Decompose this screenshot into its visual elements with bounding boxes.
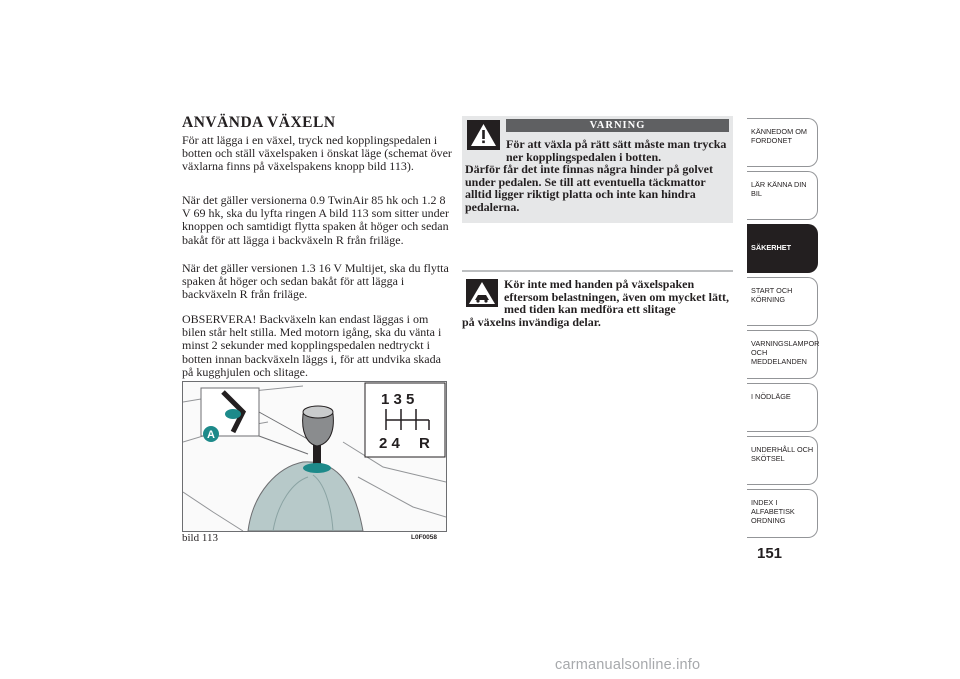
paragraph-2: När det gäller versionerna 0.9 TwinAir 85 hk och 1.2 8 V 69 hk, ska du lyfta ringen A bild 113 som sitter under knoppen och samtidigt flytta spaken åt höger och sedan bakåt för att lägga i backväxeln R från friläge.	[182, 193, 449, 247]
section-divider	[462, 270, 733, 272]
tab-i-nodlage[interactable]: I NÖDLÄGE	[747, 383, 818, 432]
tab-varningslampor[interactable]: VARNINGSLAMPOR OCH MEDDELANDEN	[747, 330, 818, 379]
tab-sakerhet[interactable]: SÄKERHET	[747, 224, 818, 273]
figure-code: L0F0058	[411, 534, 438, 541]
paragraph-3: När det gäller versionen 1.3 16 V Multijet, ska du flytta spaken åt höger och sedan bakåt för att lägga i backväxeln R från friläge.	[182, 261, 449, 302]
caution-body: på växelns invändiga delar.	[462, 314, 601, 329]
warning-header: VARNING	[506, 119, 729, 132]
warning-lead: För att växla på rätt sätt måste man trycka ner kopplingspedalen i botten.	[506, 137, 727, 164]
caution-text	[462, 278, 734, 328]
tab-underhall-och-skotsel[interactable]: UNDERHÅLL OCH SKÖTSEL	[747, 436, 818, 485]
tab-start-och-korning[interactable]: START OCH KÖRNING	[747, 277, 818, 326]
figure-caption: bild 113	[182, 532, 218, 544]
paragraph-1: För att lägga i en växel, tryck ned kopplingspedalen i botten och ställ växelspaken i önskat läge (schemat över växlarna finns på växelspakens knopp bild 113).	[182, 133, 452, 174]
gear-pattern-top: 1 3 5	[381, 391, 415, 408]
paragraph-4: OBSERVERA! Backväxeln kan endast läggas i om bilen står helt stilla. Med motorn igång, ska du vänta i minst 2 sekunder med kopplingspedalen nedtryckt i botten innan backväxeln läggs i, för att undvika skada på kugghjulen och slitage.	[182, 312, 442, 379]
caution-lead: Kör inte med handen på växelspaken eftersom belastningen, även om mycket lätt, med tiden kan medföra ett slitage	[504, 277, 729, 316]
tab-kannedom-om-fordonet[interactable]: KÄNNEDOM OM FORDONET	[747, 118, 818, 167]
watermark: carmanualsonline.info	[555, 657, 701, 673]
warning-box	[462, 116, 733, 223]
gear-lever-drawing	[183, 382, 446, 531]
gear-lever-illustration	[182, 381, 447, 532]
tab-lar-kanna-din-bil[interactable]: LÄR KÄNNA DIN BIL	[747, 171, 818, 220]
page-number: 151	[757, 545, 783, 562]
gear-pattern-bottom-left: 2 4	[379, 435, 400, 452]
tab-index[interactable]: INDEX I ALFABETISK ORDNING	[747, 489, 818, 538]
section-title: ANVÄNDA VÄXELN	[182, 114, 336, 131]
gear-pattern-bottom-right: R	[419, 435, 430, 452]
warning-text	[465, 138, 730, 213]
figure-label-a: A	[207, 429, 215, 441]
warning-body: Därför får det inte finnas några hinder på golvet under pedalen. Se till att eventuella täckmattor alltid ligger riktigt platta och inte kan hindra pedalerna.	[465, 162, 713, 214]
